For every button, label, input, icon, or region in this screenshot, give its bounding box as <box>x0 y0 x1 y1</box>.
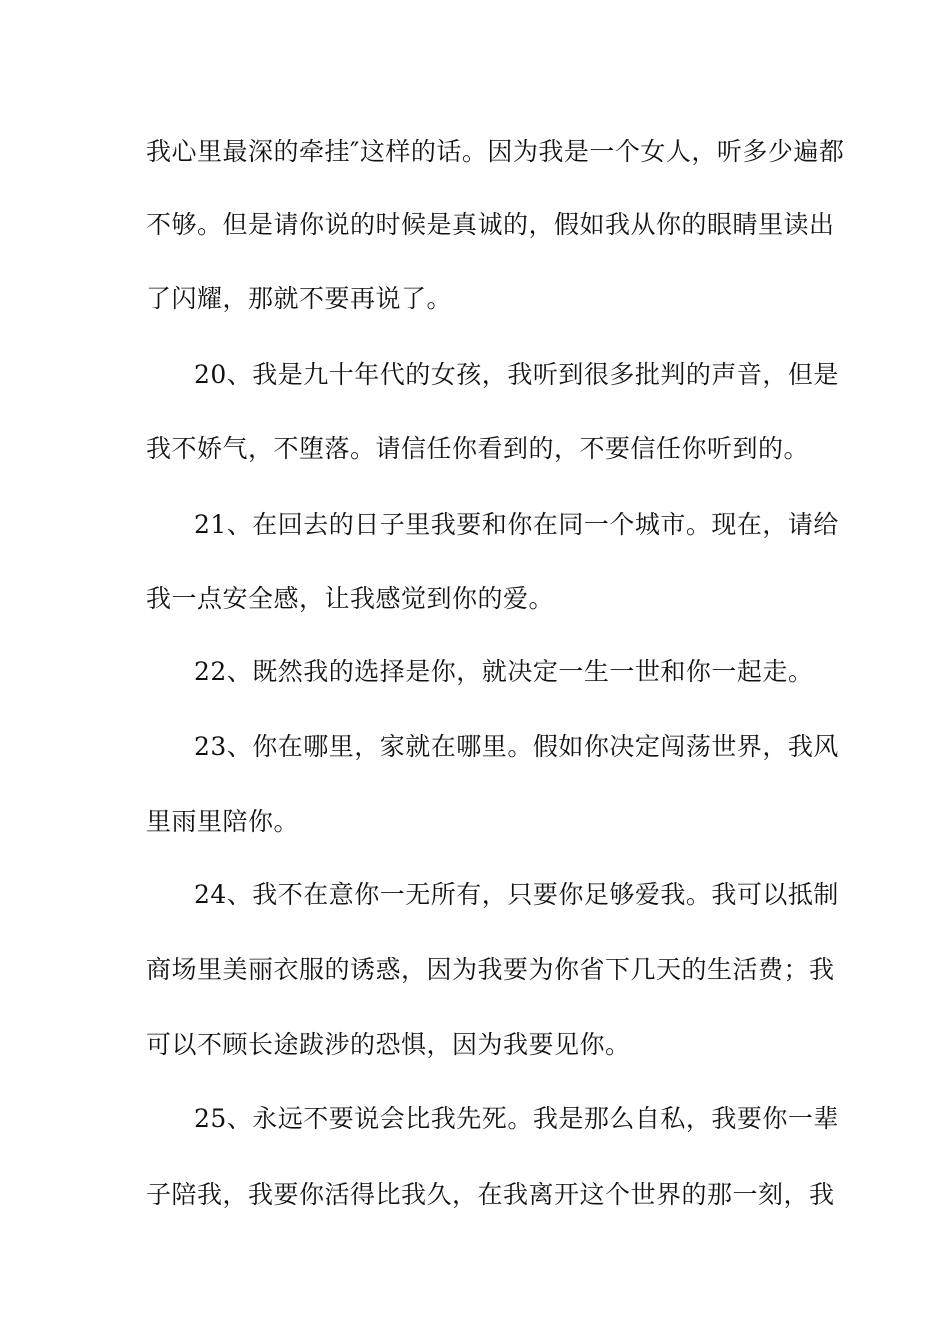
text-line: 我心里最深的牵挂″这样的话。因为我是一个女人，听多少遍都 <box>146 137 845 166</box>
paragraph-20-line: 20、我是九十年代的女孩，我听到很多批判的声音，但是 <box>194 360 839 389</box>
paragraph-25-line: 25、永远不要说会比我先死。我是那么自私，我要你一辈 <box>194 1104 839 1133</box>
paragraph-24-line: 24、我不在意你一无所有，只要你足够爱我。我可以抵制 <box>194 880 839 909</box>
paragraph-22-line: 22、既然我的选择是你，就决定一生一世和你一起走。 <box>194 657 814 686</box>
text-line: 里雨里陪你。 <box>146 807 300 836</box>
text-line: 商场里美丽衣服的诱惑，因为我要为你省下几天的生活费；我 <box>146 955 835 984</box>
text-line: 子陪我，我要你活得比我久，在我离开这个世界的那一刻，我 <box>146 1180 835 1209</box>
text-line: 可以不顾长途跋涉的恐惧，因为我要见你。 <box>146 1030 631 1059</box>
text-line: 不够。但是请你说的时候是真诚的，假如我从你的眼睛里读出 <box>146 210 835 239</box>
text-line: 我一点安全感，让我感觉到你的爱。 <box>146 584 555 613</box>
paragraph-23-line: 23、你在哪里，家就在哪里。假如你决定闯荡世界，我风 <box>194 732 839 761</box>
text-line: 了闪耀，那就不要再说了。 <box>146 284 453 313</box>
text-line: 我不娇气，不堕落。请信任你看到的，不要信任你听到的。 <box>146 434 810 463</box>
paragraph-21-line: 21、在回去的日子里我要和你在同一个城市。现在，请给 <box>194 510 839 539</box>
